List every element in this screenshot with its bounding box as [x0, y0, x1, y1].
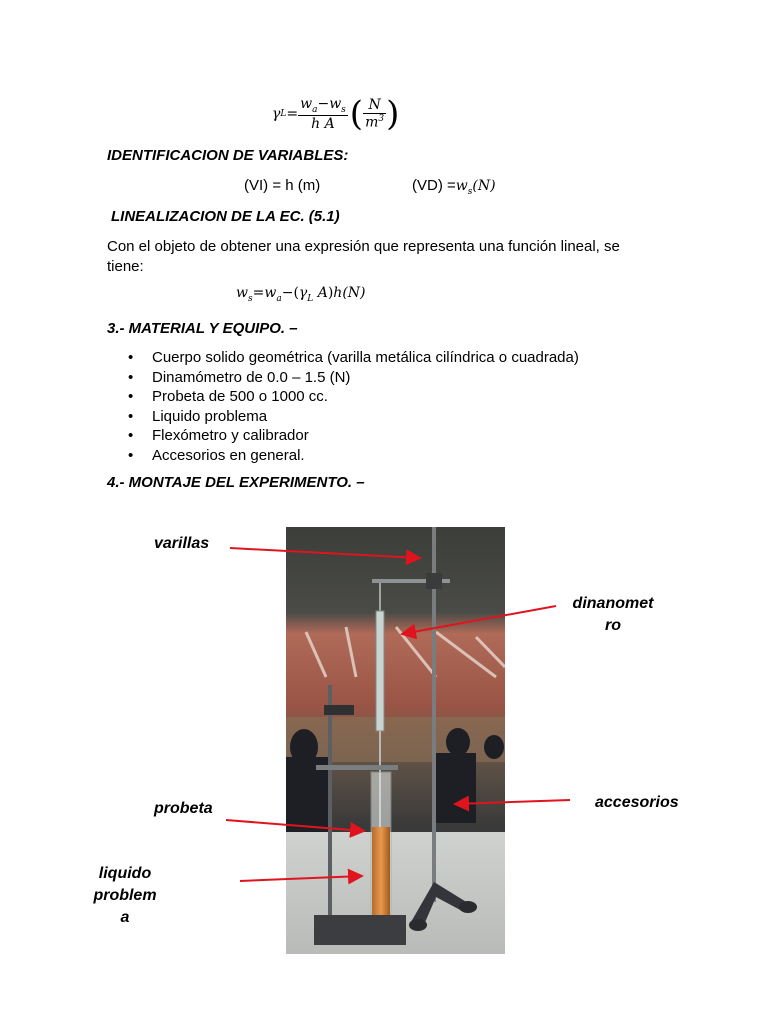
vd-math-unit: (N) — [472, 178, 496, 194]
formula2-h: h — [333, 285, 343, 301]
formula2-unit: (N) — [342, 285, 366, 301]
formula1-unit-den: m — [365, 114, 379, 131]
formula1-minus: − — [317, 96, 330, 113]
formula2-w: w — [264, 285, 277, 301]
formula1-num-a: w — [300, 96, 313, 113]
vd-label: (VD) = — [412, 177, 456, 194]
arrow-probeta — [226, 820, 364, 831]
formula1-paren-open: ( — [349, 94, 364, 134]
label-dinamometro-line2: ro — [605, 617, 621, 634]
formula1-unit-den-sup: 3 — [378, 114, 385, 125]
label-accesorios: accesorios — [595, 794, 679, 811]
formula1-lhs-sub: L — [280, 109, 287, 119]
paragraph-linear: Con el objeto de obtener una expresión que representa una función lineal, se tiene: — [107, 238, 620, 275]
formula2-lhs-sub: s — [247, 293, 253, 304]
formula2-paren-open: ( — [293, 285, 299, 301]
arrow-varillas — [230, 548, 420, 558]
vd-math-sub: s — [467, 186, 473, 197]
arrow-liquido — [240, 876, 362, 881]
label-liquido-line3: a — [120, 909, 130, 926]
heading-variables: IDENTIFICACION DE VARIABLES: — [107, 147, 349, 164]
list-item: • Liquido problema — [128, 407, 579, 427]
label-liquido-line2: problem — [93, 887, 157, 904]
vd-math-w: w — [455, 178, 468, 194]
list-item: • Probeta de 500 o 1000 cc. — [128, 387, 579, 407]
heading-material: 3.- MATERIAL Y EQUIPO. – — [107, 320, 298, 337]
list-item: • Cuerpo solido geométrica (varilla metálica cilíndrica o cuadrada) — [128, 348, 579, 368]
label-liquido-line1: liquido — [98, 865, 152, 882]
arrow-dinamometro — [402, 606, 556, 634]
formula2-gamma: γ — [298, 285, 308, 301]
formula2-lhs: w — [236, 285, 248, 301]
heading-linealizacion: LINEALIZACION DE LA EC. (5.1) — [111, 208, 340, 225]
formula1-num-b: w — [329, 96, 342, 113]
label-dinamometro-line1: dinanomet — [572, 595, 654, 612]
label-probeta: probeta — [154, 800, 213, 817]
formula1-num-b-sub: s — [341, 104, 346, 115]
formula1-num-a-sub: a — [312, 104, 318, 115]
formula1-den: h A — [311, 115, 335, 132]
label-varillas: varillas — [154, 535, 210, 552]
vi-text: (VI) = h (m) — [244, 177, 321, 194]
formula1-lhs: γ — [272, 106, 281, 122]
list-item: • Accesorios en general. — [128, 446, 579, 466]
list-item: • Dinamómetro de 0.0 – 1.5 (N) — [128, 368, 579, 388]
arrow-accesorios — [455, 800, 570, 804]
heading-montaje: 4.- MONTAJE DEL EXPERIMENTO. – — [107, 474, 365, 491]
formula2-minus: − — [281, 285, 294, 301]
formula1-unit-num: N — [363, 97, 386, 114]
formula2-a: A — [313, 285, 328, 301]
formula1-paren-close: ) — [386, 94, 400, 134]
formula2-paren-close: ) — [327, 285, 334, 301]
formula1-eq: = — [286, 106, 299, 122]
formula2-eq: = — [252, 285, 265, 301]
formula2-gamma-sub: L — [307, 293, 314, 304]
list-item: • Flexómetro y calibrador — [128, 426, 579, 446]
formula2-w-sub: a — [276, 293, 282, 304]
